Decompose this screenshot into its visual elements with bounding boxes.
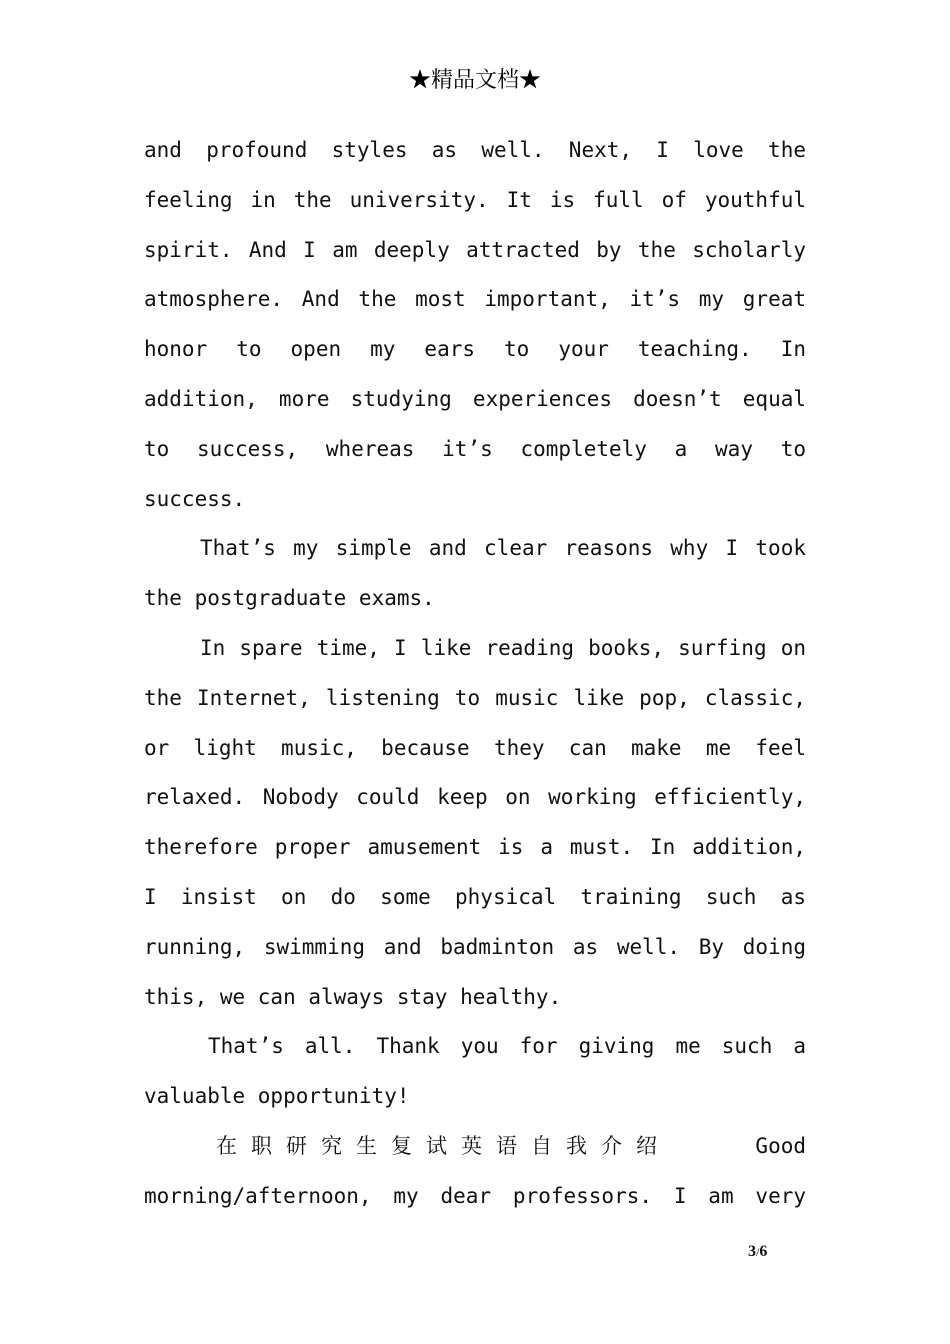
paragraph-new-section (144, 1122, 806, 1222)
text-line: the Internet, listening to music like pop, classic, (144, 685, 806, 710)
text-line: therefore proper amusement is a must. In addition, (144, 835, 806, 860)
page-total: 6 (759, 1243, 768, 1260)
text-line: or light music, because they can make me feel (144, 735, 806, 760)
page-header: ★精品文档★ (408, 68, 541, 93)
text-line: In spare time, I like reading books, surfing on (200, 635, 806, 660)
text-line: atmosphere. And the most important, it’s my great (144, 287, 806, 312)
paragraph-reasons (144, 126, 806, 524)
section-heading: 在职研究生复试英语自我介绍 (216, 1133, 671, 1158)
text-line: this, we can always stay healthy. (144, 984, 562, 1009)
text-line: addition, more studying experiences doesn’t equal (144, 386, 806, 411)
page-number (748, 1243, 767, 1261)
text-line: running, swimming and badminton as well. By doing (144, 934, 806, 959)
text-line: That’s all. Thank you for giving me such a (208, 1034, 806, 1059)
text-line: relaxed. Nobody could keep on working efficiently, (144, 785, 806, 810)
text-line: feeling in the university. It is full of youthful (144, 187, 806, 212)
text-line: the postgraduate exams. (144, 586, 435, 611)
text-line: spirit. And I am deeply attracted by the scholarly (144, 237, 806, 262)
text-line: honor to open my ears to your teaching. In (144, 337, 806, 362)
text-line: I insist on do some physical training such as (144, 884, 806, 909)
greeting-start: Good (755, 1133, 806, 1158)
text-line: That’s my simple and clear reasons why I took (200, 536, 806, 561)
paragraph-closing (144, 1022, 806, 1122)
text-line: to success, whereas it’s completely a way to (144, 436, 806, 461)
text-line: valuable opportunity! (144, 1084, 410, 1109)
text-line: morning/afternoon, my dear professors. I am very (144, 1183, 806, 1208)
section-heading-line (144, 1122, 806, 1172)
paragraph-hobbies (144, 624, 806, 1022)
document-body (144, 126, 806, 1222)
text-line: success. (144, 486, 246, 511)
page-separator: / (756, 1245, 760, 1259)
paragraph-summary (144, 524, 806, 624)
page-current: 3 (748, 1243, 756, 1260)
text-line: and profound styles as well. Next, I love the (144, 138, 806, 162)
